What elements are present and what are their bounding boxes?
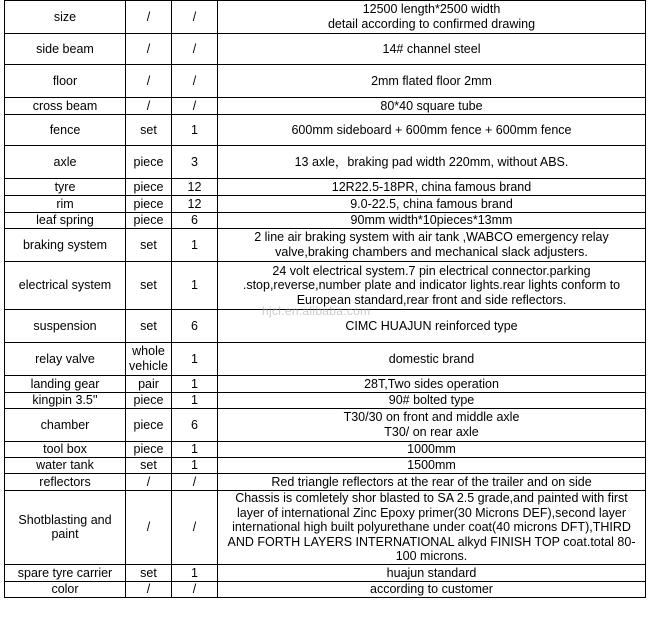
table-row [5, 458, 646, 474]
table-row [5, 474, 646, 491]
table-row [5, 98, 646, 115]
quantity-cell: / [172, 65, 218, 98]
item-cell: cross beam [5, 98, 126, 115]
quantity-cell: 1 [172, 115, 218, 146]
quantity-cell: 6 [172, 409, 218, 442]
unit-cell: piece [126, 196, 172, 213]
unit-cell: piece [126, 409, 172, 442]
quantity-cell: / [172, 98, 218, 115]
table-row [5, 179, 646, 196]
spec-cell: 2 line air braking system with air tank ,WABCO emergency relay valve,braking chambers and mechanical slack adjusters. [218, 229, 646, 262]
unit-cell: piece [126, 442, 172, 458]
unit-cell: / [126, 581, 172, 597]
unit-cell: / [126, 98, 172, 115]
item-cell: tyre [5, 179, 126, 196]
unit-cell: piece [126, 146, 172, 179]
item-cell: side beam [5, 34, 126, 65]
spec-table-body [5, 1, 646, 598]
quantity-cell: 1 [172, 564, 218, 581]
spec-cell: 1000mm [218, 442, 646, 458]
table-row [5, 376, 646, 393]
quantity-cell: 1 [172, 442, 218, 458]
unit-cell: set [126, 229, 172, 262]
unit-cell: / [126, 491, 172, 565]
spec-cell: 14# channel steel [218, 34, 646, 65]
table-row [5, 146, 646, 179]
item-cell: kingpin 3.5'' [5, 393, 126, 409]
spec-cell: Red triangle reflectors at the rear of the trailer and on side [218, 474, 646, 491]
spec-cell: 12500 length*2500 width detail according to confirmed drawing [218, 1, 646, 34]
quantity-cell: 1 [172, 262, 218, 310]
unit-cell: piece [126, 213, 172, 229]
table-row [5, 442, 646, 458]
item-cell: suspension [5, 310, 126, 343]
unit-cell: pair [126, 376, 172, 393]
unit-cell: / [126, 474, 172, 491]
table-row [5, 393, 646, 409]
quantity-cell: / [172, 1, 218, 34]
table-row [5, 115, 646, 146]
item-cell: leaf spring [5, 213, 126, 229]
item-cell: color [5, 581, 126, 597]
quantity-cell: 1 [172, 376, 218, 393]
unit-cell: / [126, 34, 172, 65]
unit-cell: set [126, 564, 172, 581]
quantity-cell: / [172, 491, 218, 565]
table-row [5, 343, 646, 376]
unit-cell: set [126, 458, 172, 474]
item-cell: chamber [5, 409, 126, 442]
table-row [5, 564, 646, 581]
item-cell: reflectors [5, 474, 126, 491]
spec-cell: domestic brand [218, 343, 646, 376]
spec-cell: 28T,Two sides operation [218, 376, 646, 393]
unit-cell: / [126, 1, 172, 34]
item-cell: braking system [5, 229, 126, 262]
item-cell: tool box [5, 442, 126, 458]
item-cell: fence [5, 115, 126, 146]
item-cell: landing gear [5, 376, 126, 393]
quantity-cell: / [172, 474, 218, 491]
item-cell: water tank [5, 458, 126, 474]
item-cell: spare tyre carrier [5, 564, 126, 581]
spec-cell: 2mm flated floor 2mm [218, 65, 646, 98]
spec-cell: 9.0-22.5, china famous brand [218, 196, 646, 213]
item-cell: axle [5, 146, 126, 179]
item-cell: size [5, 1, 126, 34]
spec-cell: 1500mm [218, 458, 646, 474]
item-cell: Shotblasting and paint [5, 491, 126, 565]
table-row [5, 581, 646, 597]
item-cell: floor [5, 65, 126, 98]
quantity-cell: 1 [172, 458, 218, 474]
table-row [5, 65, 646, 98]
unit-cell: set [126, 115, 172, 146]
quantity-cell: 6 [172, 213, 218, 229]
spec-cell: 600mm sideboard + 600mm fence + 600mm fence [218, 115, 646, 146]
table-row [5, 310, 646, 343]
spec-cell: CIMC HUAJUN reinforced type [218, 310, 646, 343]
spec-cell: 13 axle，braking pad width 220mm, without ABS. [218, 146, 646, 179]
quantity-cell: 1 [172, 229, 218, 262]
quantity-cell: 1 [172, 343, 218, 376]
table-row [5, 196, 646, 213]
table-row [5, 213, 646, 229]
spec-cell: T30/30 on front and middle axle T30/ on rear axle [218, 409, 646, 442]
spec-cell: according to customer [218, 581, 646, 597]
spec-cell: 90# bolted type [218, 393, 646, 409]
item-cell: relay valve [5, 343, 126, 376]
spec-cell: 90mm width*10pieces*13mm [218, 213, 646, 229]
quantity-cell: 12 [172, 196, 218, 213]
unit-cell: piece [126, 393, 172, 409]
item-cell: electrical system [5, 262, 126, 310]
unit-cell: / [126, 65, 172, 98]
spec-cell: 80*40 square tube [218, 98, 646, 115]
spec-cell: 12R22.5-18PR, china famous brand [218, 179, 646, 196]
table-row [5, 34, 646, 65]
unit-cell: set [126, 310, 172, 343]
spec-table [4, 0, 646, 598]
table-row [5, 1, 646, 34]
spec-cell: 24 volt electrical system.7 pin electrical connector.parking .stop,reverse,number plate and indicator lights.rear lights conform to European standard,rear front and side reflectors. [218, 262, 646, 310]
unit-cell: piece [126, 179, 172, 196]
quantity-cell: 1 [172, 393, 218, 409]
quantity-cell: 6 [172, 310, 218, 343]
unit-cell: set [126, 262, 172, 310]
watermark-text: hjcl.en.alibaba.com [262, 304, 371, 318]
spec-cell: huajun standard [218, 564, 646, 581]
quantity-cell: / [172, 581, 218, 597]
item-cell: rim [5, 196, 126, 213]
quantity-cell: 3 [172, 146, 218, 179]
quantity-cell: 12 [172, 179, 218, 196]
table-row [5, 262, 646, 310]
spec-cell: Chassis is comletely shor blasted to SA 2.5 grade,and painted with first layer of international Zinc Epoxy primer(30 Microns DEF),second layer international high built polyurethane under coat(40 microns DFT),THIRD AND FORTH LAYERS INTERNATIONAL alkyd FINISH TOP coat.total 80-100 microns. [218, 491, 646, 565]
unit-cell: whole vehicle [126, 343, 172, 376]
table-row [5, 229, 646, 262]
table-row [5, 491, 646, 565]
quantity-cell: / [172, 34, 218, 65]
table-row [5, 409, 646, 442]
